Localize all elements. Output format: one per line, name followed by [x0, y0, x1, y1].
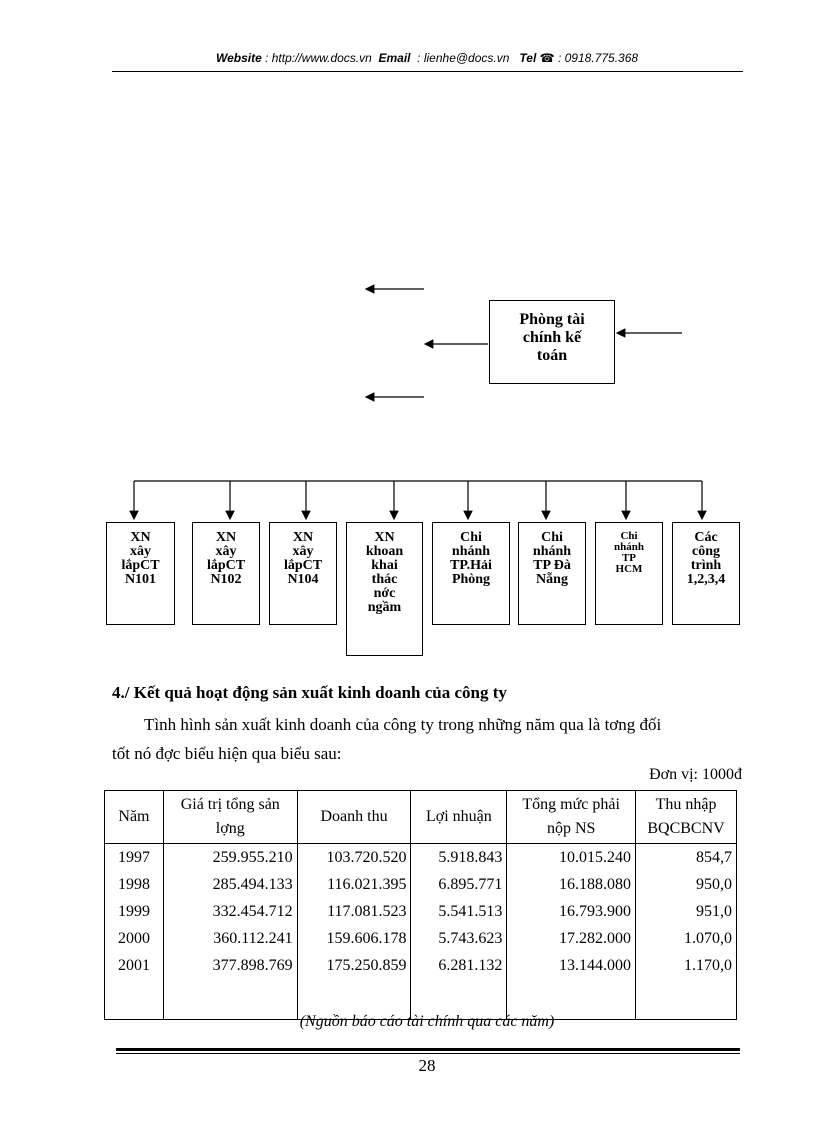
unit-box-xn-n101: XN xây lắpCT N101: [106, 522, 175, 625]
tel-number: : 0918.775.368: [557, 51, 639, 65]
unit-box-projects: Các công trình 1,2,3,4: [672, 522, 740, 625]
table-row: 2000 360.112.241 159.606.178 5.743.623 17.282.000 1.070,0: [105, 925, 737, 952]
col-header-revenue: Doanh thu: [297, 791, 411, 844]
col-header-tax: Tổng mức phải nộp NS: [507, 791, 636, 844]
unit-box-xn-n102: XN xây lắpCT N102: [192, 522, 260, 625]
table-row: 2001 377.898.769 175.250.859 6.281.132 13.144.000 1.170,0: [105, 952, 737, 979]
table-row: 1997 259.955.210 103.720.520 5.918.843 10.015.240 854,7: [105, 844, 737, 872]
table-row: 1998 285.494.133 116.021.395 6.895.771 16.188.080 950,0: [105, 871, 737, 898]
tel-label: Tel: [519, 51, 537, 65]
table-row: 1999 332.454.712 117.081.523 5.541.513 16.793.900 951,0: [105, 898, 737, 925]
email-label: Email: [378, 51, 411, 65]
col-header-profit: Lợi nhuận: [411, 791, 507, 844]
finance-accounting-box: Phòng tài chính kế toán: [489, 300, 615, 384]
unit-box-xn-khoan: XN khoan khai thác nớc ngầm: [346, 522, 423, 656]
unit-box-xn-n104: XN xây lắpCT N104: [269, 522, 337, 625]
website-label: Website: [215, 51, 262, 65]
para-line-2: tốt nó đợc biểu hiện qua biểu sau:: [112, 744, 342, 763]
results-table: [104, 790, 737, 1020]
table-header-row: [105, 791, 737, 844]
page-number: 28: [418, 1056, 436, 1075]
col-header-output: Giá trị tổng sản lợng: [163, 791, 297, 844]
section-title: 4./ Kết quả hoạt động sản xuất kinh doanh của công ty: [112, 683, 507, 702]
para-line-1: Tình hình sản xuất kinh doanh của công ty trong những năm qua là tơng đối: [144, 715, 662, 734]
col-header-income: Thu nhập BQCBCNV: [636, 791, 737, 844]
email-address[interactable]: : lienhe@docs.vn: [417, 51, 510, 65]
footer-rule-thin: [116, 1053, 740, 1054]
intro-paragraph: [112, 710, 742, 768]
phone-icon: ☎: [539, 51, 555, 65]
source-note: (Nguồn báo cáo tài chính qua các năm): [299, 1013, 555, 1030]
unit-box-branch-da-nang: Chi nhánh TP Đà Nẵng: [518, 522, 586, 625]
unit-box-branch-hcm: Chi nhánh TP HCM: [595, 522, 663, 625]
unit-box-branch-hai-phong: Chi nhánh TP.Hải Phòng: [432, 522, 510, 625]
footer-rule-thick: [116, 1048, 740, 1051]
col-header-year: Năm: [105, 791, 164, 844]
website-url[interactable]: : http://www.docs.vn: [265, 51, 372, 65]
unit-label: Đơn vị: 1000đ: [649, 766, 742, 783]
